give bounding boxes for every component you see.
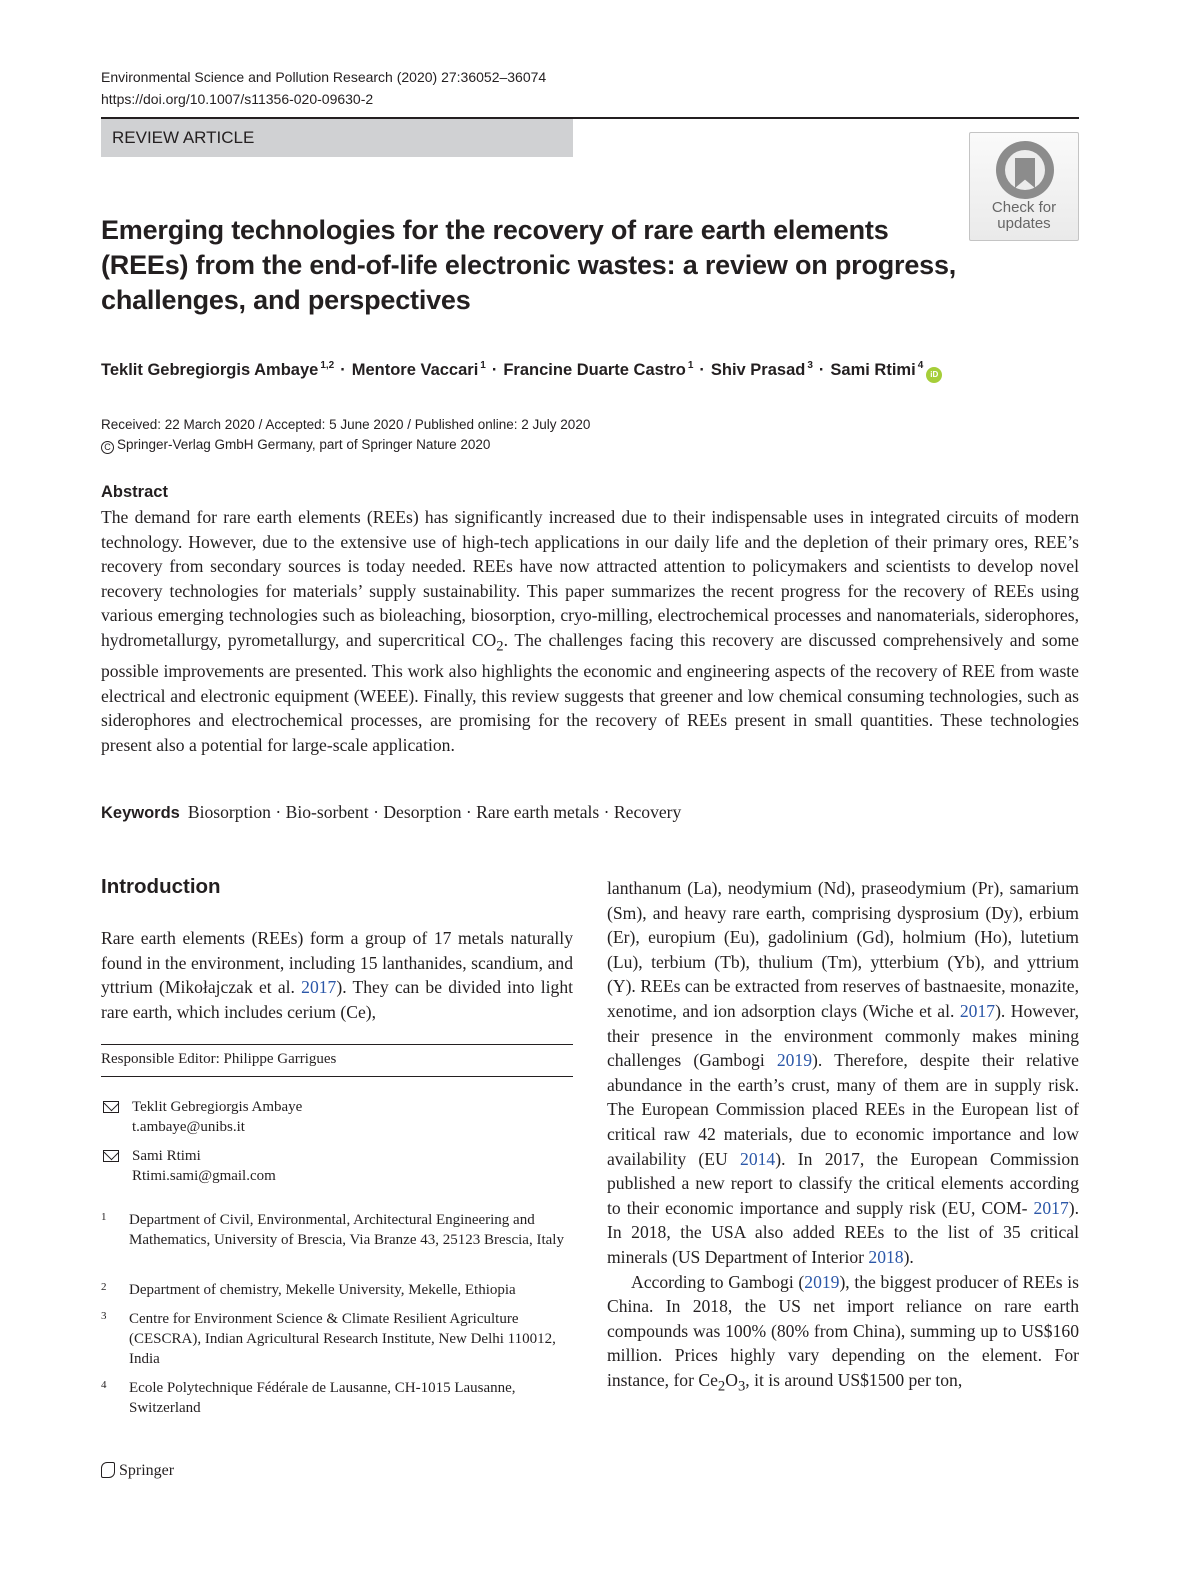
check-updates-line2: updates: [997, 215, 1051, 232]
footnote-rule-top: [101, 1044, 573, 1045]
contact-name: Sami Rtimi: [132, 1148, 201, 1164]
citation-link[interactable]: 2017: [959, 1000, 996, 1021]
citation-link[interactable]: 2017: [301, 977, 337, 998]
springer-logo-icon: [101, 1462, 115, 1478]
intro-left-text-a: Rare earth elements (REEs) form a group of 17 metals naturally found in the environment, including 15 lanthanides, scandium, and yttrium (Mikołajczak et al.: [101, 928, 573, 998]
author-separator: ·: [340, 361, 346, 379]
affiliation-number: 1: [101, 1211, 107, 1223]
affiliation-entry: [101, 1378, 573, 1418]
intro-right-paragraph-2: [607, 1270, 1079, 1399]
contact-entry: [101, 1146, 573, 1188]
author-list: [101, 352, 942, 384]
abstract-text-b: . The challenges facing this recovery are discussed comprehensively and some possible improvements are presented. This work also highlights the economic and engineering aspects of the recovery of REE from waste electrical and electronic equipment (WEEE). Finally, this review suggests that greener and low chemical consuming technologies, such as siderophores and electrochemical processes, are promising for the recovery of REEs present in small quantities. These technologies present also a potential for large-scale application.: [101, 629, 1079, 755]
abstract-heading: Abstract: [101, 483, 168, 501]
abstract-text-a: The demand for rare earth elements (REEs) has significantly increased due to their indispensable uses in integrated circuits of modern technology. However, due to the extensive use of high-tech applications in our daily life and the depletion of their primary ores, REE’s recovery from secondary sources is today needed. REEs have now attracted attention to policymakers and scientists to develop novel recovery technologies for materials’ supply sustainability. This paper summarizes the recent progress for the recovery of REEs using various emerging technologies such as bioleaching, biosorption, cryo-milling, electrochemical processes and nanomaterials, siderophores, hydrometallurgy, pyrometallurgy, and supercritical CO: [101, 507, 1079, 650]
publisher-footer: [101, 1460, 174, 1482]
intro-left-paragraph: [101, 926, 573, 1024]
affiliation-entry: [101, 1309, 573, 1369]
check-for-updates-badge[interactable]: [969, 132, 1079, 241]
affiliation-number: 4: [101, 1379, 107, 1391]
journal-header: [101, 66, 546, 110]
copyright-icon: C: [101, 441, 114, 454]
contact-email[interactable]: t.ambaye@unibs.it: [132, 1119, 245, 1135]
contact-entry: [101, 1097, 573, 1139]
envelope-icon: [103, 1150, 119, 1162]
affiliation-text: Department of chemistry, Mekelle University, Mekelle, Ethiopia: [129, 1282, 516, 1298]
citation-link[interactable]: 2018: [868, 1246, 904, 1267]
author-name[interactable]: Teklit Gebregiorgis Ambaye: [101, 361, 319, 379]
affiliation-text: Ecole Polytechnique Fédérale de Lausanne, CH-1015 Lausanne, Switzerland: [129, 1380, 516, 1416]
publisher-name: Springer: [119, 1462, 175, 1479]
intro-right-text: ).: [903, 1246, 914, 1267]
intro-right-text: O: [725, 1369, 738, 1390]
introduction-heading: Introduction: [101, 875, 221, 898]
author-separator: ·: [491, 361, 498, 379]
footnote-rule-bottom: [101, 1076, 573, 1077]
citation-link[interactable]: 2019: [776, 1050, 813, 1071]
affiliation-text: Department of Civil, Environmental, Architectural Engineering and Mathematics, University of Brescia, Via Branze 43, 25123 Brescia, Italy: [129, 1212, 564, 1248]
author-name[interactable]: Francine Duarte Castro: [503, 361, 686, 379]
doi-link[interactable]: https://doi.org/10.1007/s11356-020-09630-2: [101, 91, 374, 107]
affiliation-text: Centre for Environment Science & Climate Resilient Agriculture (CESCRA), Indian Agricultural Research Institute, New Delhi 110012, India: [129, 1311, 556, 1367]
formula-subscript: 3: [737, 1378, 746, 1395]
formula-subscript: 2: [717, 1378, 726, 1395]
intro-right-paragraph-1: [607, 876, 1079, 1270]
responsible-editor: Responsible Editor: Philippe Garrigues: [101, 1051, 337, 1067]
author-affil-sup: 1,2: [320, 360, 335, 371]
copyright-line: [101, 435, 490, 455]
journal-citation: Environmental Science and Pollution Research (2020) 27:36052–36074: [101, 69, 547, 85]
intro-right-text: According to Gambogi (: [631, 1271, 805, 1292]
intro-right-column: [607, 876, 1079, 1399]
orcid-icon[interactable]: iD: [926, 367, 942, 383]
abstract-body: [101, 505, 1079, 757]
intro-right-text: ). Therefore, despite their relative abundance in the earth’s crust, many of them are in supply risk. The European Commission placed REEs in the European list of critical raw 42 materials, due to economic importance and low availability (EU: [607, 1050, 1079, 1169]
citation-link[interactable]: 2019: [804, 1271, 840, 1292]
contact-email[interactable]: Rtimi.sami@gmail.com: [132, 1168, 276, 1184]
affiliation-entry: [101, 1280, 573, 1300]
check-updates-line1: Check for: [991, 199, 1057, 216]
affiliation-number: 2: [101, 1281, 107, 1293]
intro-right-text: ). However, their presence in the environment commonly makes mining challenges (Gambogi: [607, 1000, 1079, 1071]
copyright-text: Springer-Verlag GmbH Germany, part of Springer Nature 2020: [117, 437, 491, 452]
keywords-list: Biosorption · Bio-sorbent · Desorption · Rare earth metals · Recovery: [187, 802, 682, 822]
article-title: Emerging technologies for the recovery of rare earth elements (REEs) from the end-of-life electronic wastes: a review on progress, challenges, and perspectives: [101, 215, 957, 315]
article-type-band: REVIEW ARTICLE: [101, 119, 573, 157]
intro-right-text: lanthanum (La), neodymium (Nd), praseodymium (Pr), samarium (Sm), and heavy rare earth, comprising dysprosium (Dy), erbium (Er), europium (Eu), gadolinium (Gd), holmium (Ho), lutetium (Lu), terbium (Tb), thulium (Tm), ytterbium (Yb), and yttrium (Y). REEs can be extracted from reserves of bastnaesite, monazite, xenotime, and ion adsorption clays (Wiche et al.: [607, 878, 1079, 1021]
publication-dates: Received: 22 March 2020 / Accepted: 5 June 2020 / Published online: 2 July 2020: [101, 417, 591, 432]
abstract-subscript: 2: [496, 638, 504, 655]
intro-left-text-b: ). They can be divided into light rare earth, which includes cerium (Ce),: [101, 977, 573, 1022]
author-name[interactable]: Mentore Vaccari: [351, 361, 479, 379]
affiliation-number: 3: [101, 1310, 107, 1322]
author-name[interactable]: Shiv Prasad: [710, 361, 806, 379]
author-name[interactable]: Sami Rtimi: [830, 361, 916, 379]
intro-right-text: , it is around US$1500 per ton,: [745, 1369, 963, 1390]
intro-right-text: ), the biggest producer of REEs is China. In 2018, the US net import reliance on rare earth compounds was 100% (80% from China), summing up to US$160 million. Prices highly vary depending on the element. For instance, for Ce: [607, 1271, 1079, 1390]
citation-link[interactable]: 2017: [1033, 1197, 1069, 1218]
check-updates-label: [970, 200, 1078, 232]
keywords-line: [101, 800, 681, 825]
author-separator: ·: [818, 361, 825, 379]
author-affil-sup: 3: [807, 360, 813, 371]
keywords-heading: Keywords: [101, 804, 180, 822]
citation-link[interactable]: 2014: [740, 1148, 776, 1169]
contact-name: Teklit Gebregiorgis Ambaye: [132, 1099, 303, 1115]
author-affil-sup: 1: [687, 360, 694, 371]
envelope-icon: [103, 1101, 119, 1113]
intro-right-text: ). In 2018, the USA also added REEs to the list of 35 critical minerals (US Department of Interior: [607, 1197, 1079, 1267]
affiliation-entry: [101, 1210, 573, 1270]
author-separator: ·: [699, 361, 705, 379]
intro-right-text: ). In 2017, the European Commission published a new report to classify the critical elements according to their economic importance and supply risk (EU, COM-: [607, 1148, 1079, 1218]
author-affil-sup: 1: [480, 360, 486, 371]
bookmark-icon: [996, 141, 1054, 199]
author-affil-sup: 4: [917, 360, 924, 371]
